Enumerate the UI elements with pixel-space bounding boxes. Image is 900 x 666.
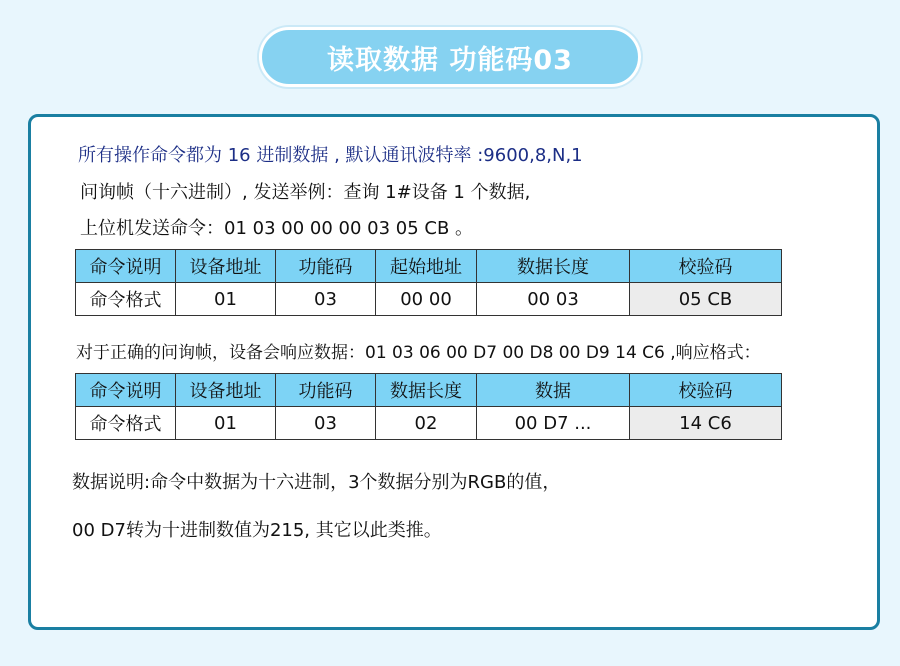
table-cell: 命令格式 xyxy=(76,407,176,440)
table-header-cell: 数据长度 xyxy=(376,374,477,407)
response-description: 对于正确的问询帧，设备会响应数据：01 03 06 00 D7 00 D8 00 D9 14 C6 ,响应格式： xyxy=(76,343,761,363)
table-cell: 03 xyxy=(276,407,376,440)
table-header-cell: 数据 xyxy=(477,374,630,407)
table-cell: 命令格式 xyxy=(76,283,176,316)
table-cell: 05 CB xyxy=(630,283,782,316)
page-title: 读取数据 功能码03 xyxy=(259,27,641,87)
table-row xyxy=(76,407,782,440)
data-note: 数据说明:命令中数据为十六进制，3个数据分别为RGB的值， xyxy=(72,472,561,493)
table-row xyxy=(76,283,782,316)
intro-line-baud: 所有操作命令都为 16 进制数据 , 默认通讯波特率 :9600,8,N,1 xyxy=(78,145,583,166)
table-header-cell: 设备地址 xyxy=(176,374,276,407)
table-header-cell: 校验码 xyxy=(630,250,782,283)
table-header-cell: 命令说明 xyxy=(76,250,176,283)
intro-line-query: 问询帧（十六进制）, 发送举例：查询 1#设备 1 个数据, xyxy=(80,182,531,203)
table-cell: 03 xyxy=(276,283,376,316)
table-header-cell: 起始地址 xyxy=(376,250,477,283)
table-cell: 14 C6 xyxy=(630,407,782,440)
table-header-cell: 数据长度 xyxy=(477,250,630,283)
table-cell: 02 xyxy=(376,407,477,440)
response-frame-table xyxy=(75,373,782,440)
table-header-cell: 命令说明 xyxy=(76,374,176,407)
table-cell: 01 xyxy=(176,407,276,440)
intro-line-command: 上位机发送命令：01 03 00 00 00 03 05 CB 。 xyxy=(80,218,474,239)
query-frame-table xyxy=(75,249,782,316)
table-header-cell: 设备地址 xyxy=(176,250,276,283)
conversion-note: 00 D7转为十进制数值为215, 其它以此类推。 xyxy=(72,520,442,541)
table-header-cell: 功能码 xyxy=(276,250,376,283)
table-header-row xyxy=(76,374,782,407)
table-header-cell: 校验码 xyxy=(630,374,782,407)
table-header-cell: 功能码 xyxy=(276,374,376,407)
table-header-row xyxy=(76,250,782,283)
table-cell: 00 03 xyxy=(477,283,630,316)
table-cell: 00 D7 ... xyxy=(477,407,630,440)
table-cell: 01 xyxy=(176,283,276,316)
table-cell: 00 00 xyxy=(376,283,477,316)
